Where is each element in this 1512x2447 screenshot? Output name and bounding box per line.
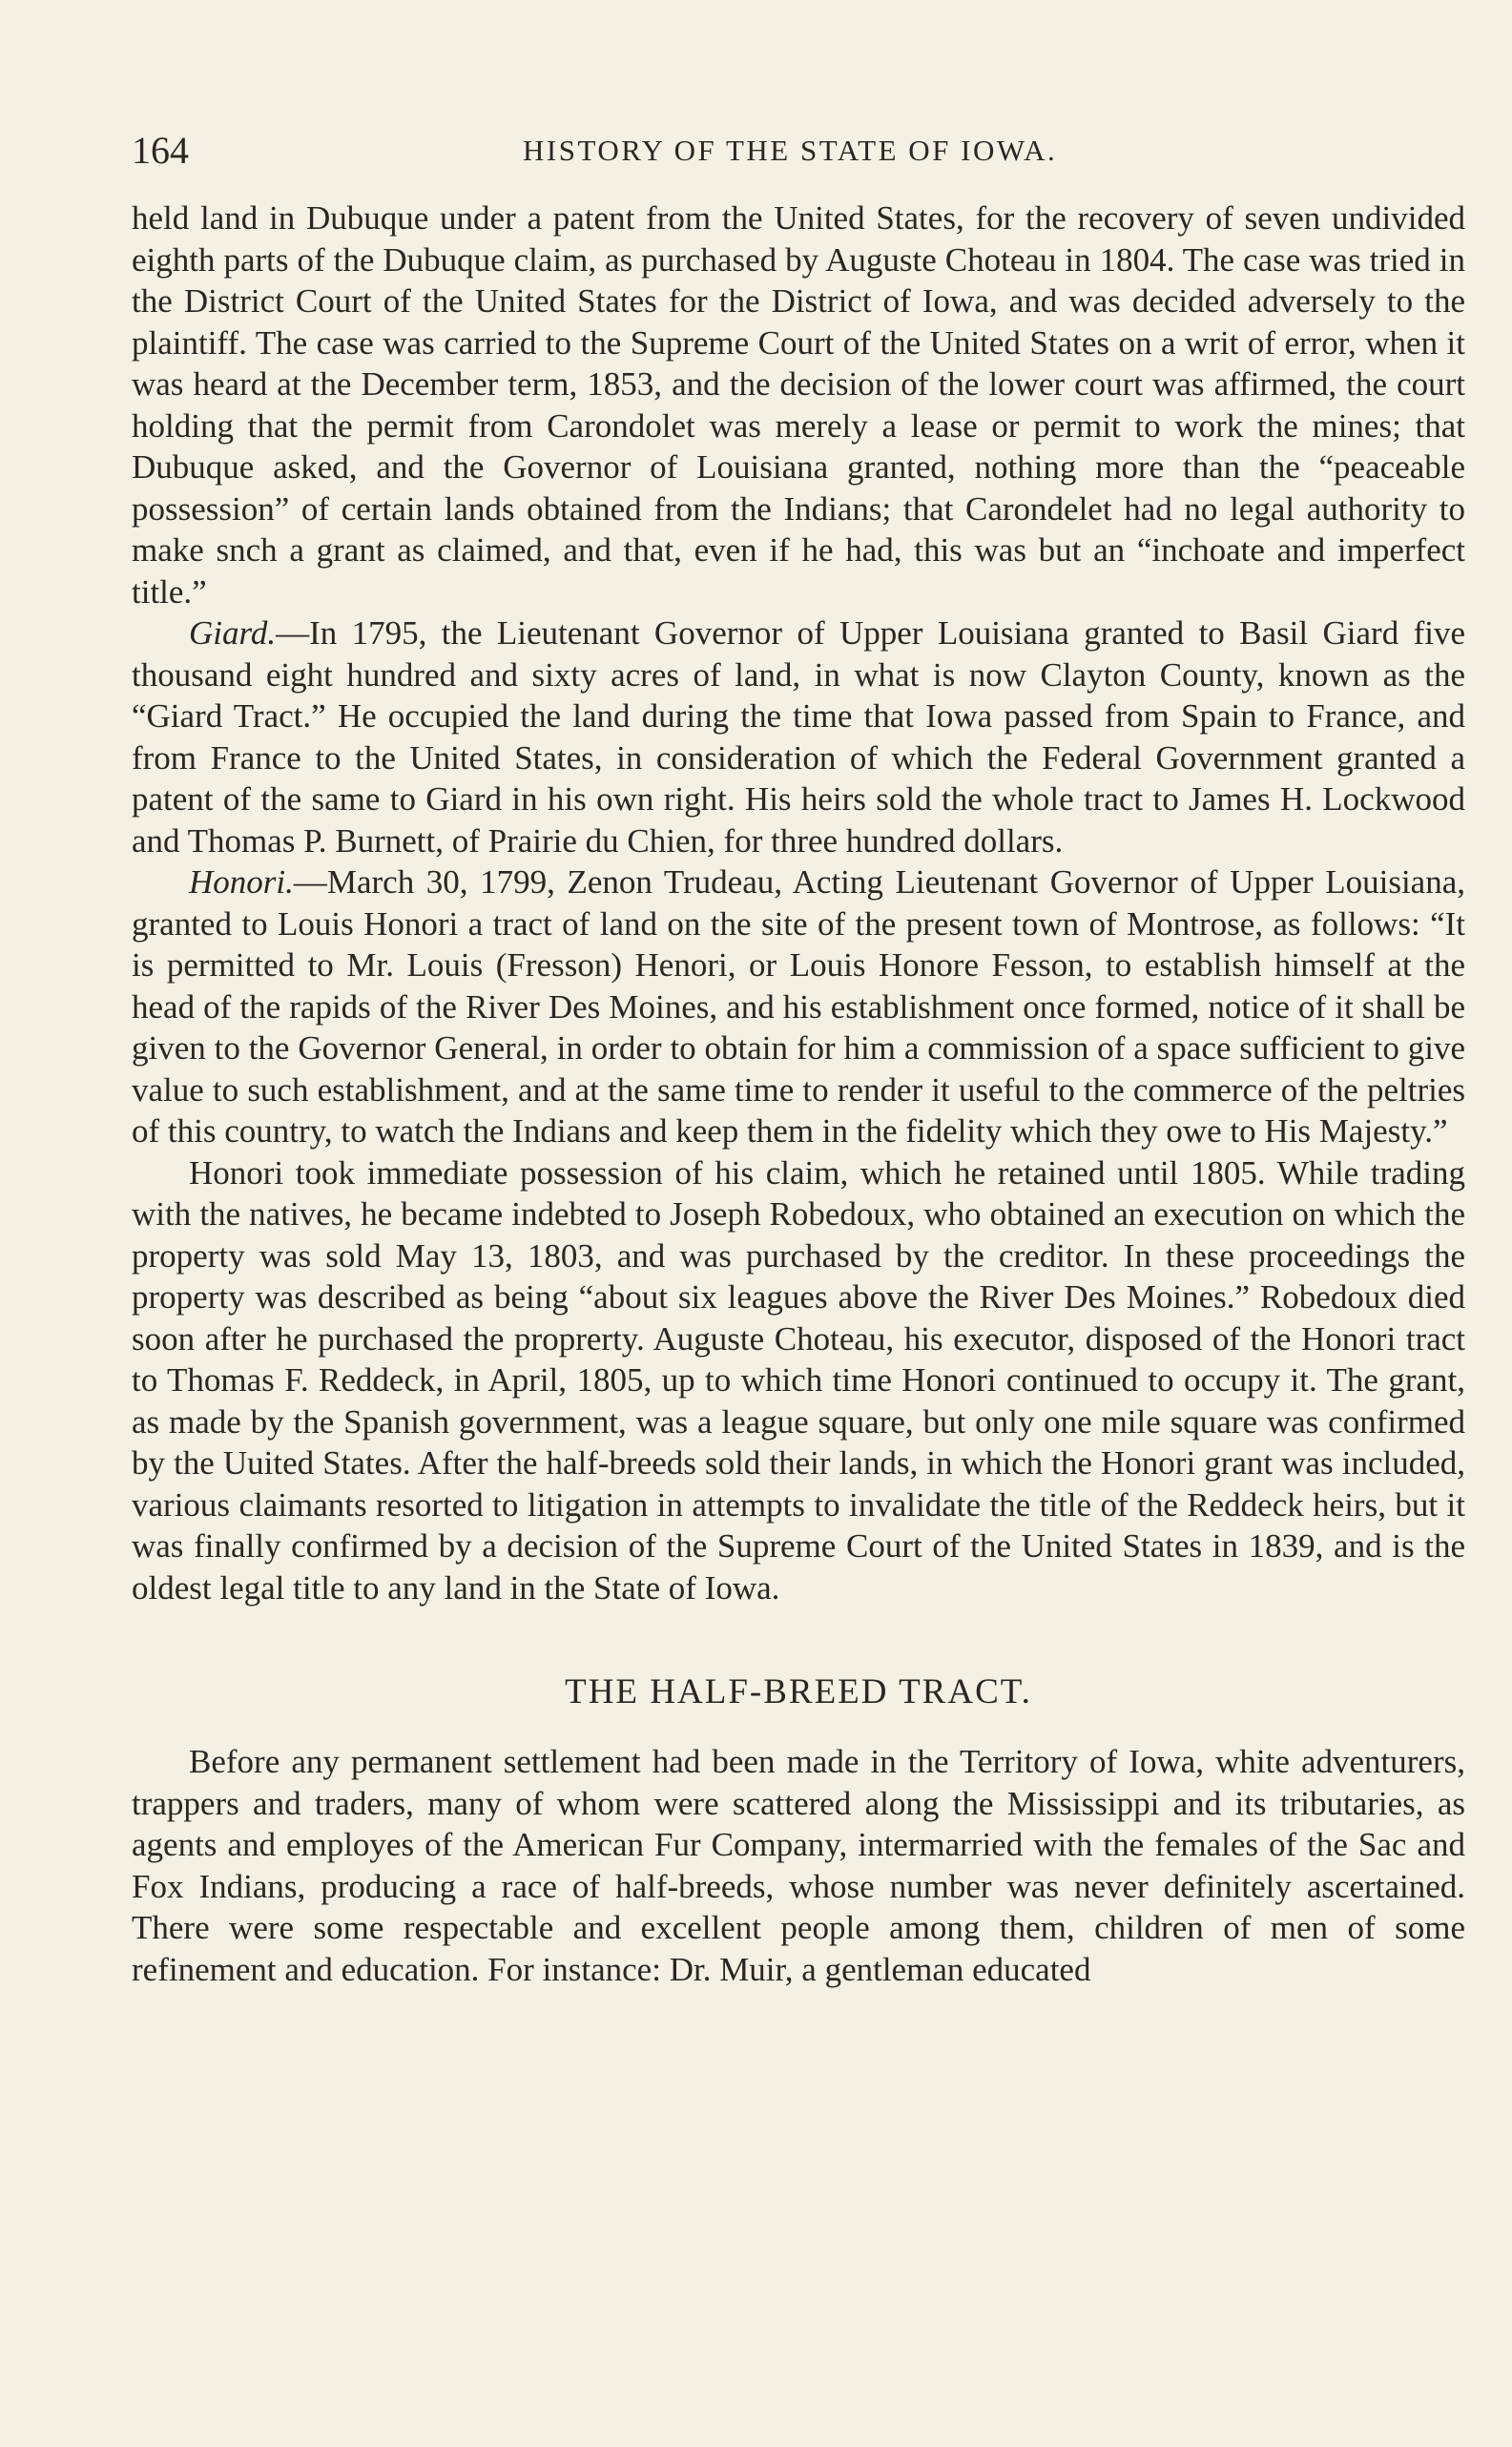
- paragraph-honori-possession: Honori took immediate possession of his claim, which he retained until 1805. While trading with the natives, he became indebted to Joseph Robedoux, who obtained an execution on which the property was sold May 13, 1803, and was purchased by the creditor. In these proceedings the property was described as being “about six leagues above the River Des Moines.” Robedoux died soon after he purchased the proprerty. Auguste Choteau, his executor, disposed of the Honori tract to Thomas F. Reddeck, in April, 1805, up to which time Honori continued to occupy it. The grant, as made by the Spanish government, was a league square, but only one mile square was confirmed by the Uuited States. After the half-breeds sold their lands, in which the Honori grant was included, various claimants resorted to litigation in attempts to invalidate the title of the Reddeck heirs, but it was finally confirmed by a decision of the Supreme Court of the United States in 1839, and is the oldest legal title to any land in the State of Iowa.: [132, 1153, 1465, 1607]
- page-header: [132, 122, 1467, 179]
- section-heading: THE HALF-BREED TRACT.: [565, 1672, 1032, 1711]
- paragraph-half-breed-intro: Before any permanent settlement had been made in the Territory of Iowa, white adventurers, trappers and traders, many of whom were scattered along the Mississippi and its tributaries, as agents and employes of the American Fur Company, intermarried with the females of the Sac and Fox Indians, producing a race of half-breeds, whose number was never definitely ascertained. There were some respectable and excellent people among them, children of men of some refinement and education. For instance: Dr. Muir, a gentleman educated: [132, 1743, 1465, 1988]
- run-in-heading-honori: Honori.: [189, 863, 294, 901]
- paragraph-giard-text: —In 1795, the Lieutenant Governor of Upper Louisiana granted to Basil Giard five thousand eight hundred and sixty acres of land, in what is now Clayton County, known as the “Giard Tract.” He occupied the land during the time that Iowa passed from Spain to France, and from France to the United States, in consideration of which the Federal Government granted a patent of the same to Giard in his own right. His heirs sold the whole tract to James H. Lockwood and Thomas P. Burnett, of Prairie du Chien, for three hundred dollars.: [132, 614, 1465, 860]
- paragraph-honori: [132, 861, 1465, 1152]
- run-in-heading-giard: Giard.: [189, 614, 277, 652]
- running-head: HISTORY OF THE STATE OF IOWA.: [523, 134, 1058, 167]
- paragraph-honori-text: —March 30, 1799, Zenon Trudeau, Acting Lieutenant Governor of Upper Louisiana, granted to Louis Honori a tract of land on the site of the present town of Montrose, as follows: “It is permitted to Mr. Louis (Fresson) Henori, or Louis Honore Fesson, to establish himself at the head of the rapids of the River Des Moines, and his establishment once formed, notice of it shall be given to the Governor General, in order to obtain for him a commission of a space sufficient to give value to such establishment, and at the same time to render it useful to the commerce of the peltries of this country, to watch the Indians and keep them in the fidelity which they owe to His Majesty.”: [132, 863, 1465, 1150]
- paragraph-giard: [132, 612, 1465, 861]
- paragraph-dubuque-case: held land in Dubuque under a patent from the United States, for the recovery of seven undivided eighth parts of the Dubuque claim, as purchased by Auguste Choteau in 1804. The case was tried in the District Court of the United States for the District of Iowa, and was decided adversely to the plaintiff. The case was carried to the Supreme Court of the United States on a writ of error, when it was heard at the December term, 1853, and the decision of the lower court was affirmed, the court holding that the permit from Carondolet was merely a lease or permit to work the mines; that Dubuque asked, and the Governor of Louisiana granted, nothing more than the “peaceable possession” of certain lands obtained from the Indians; that Carondelet had no legal authority to make snch a grant as claimed, and that, even if he had, this was but an “inchoate and imperfect title.”: [132, 199, 1465, 611]
- body-text: [132, 197, 1465, 1990]
- page-number: 164: [132, 129, 189, 172]
